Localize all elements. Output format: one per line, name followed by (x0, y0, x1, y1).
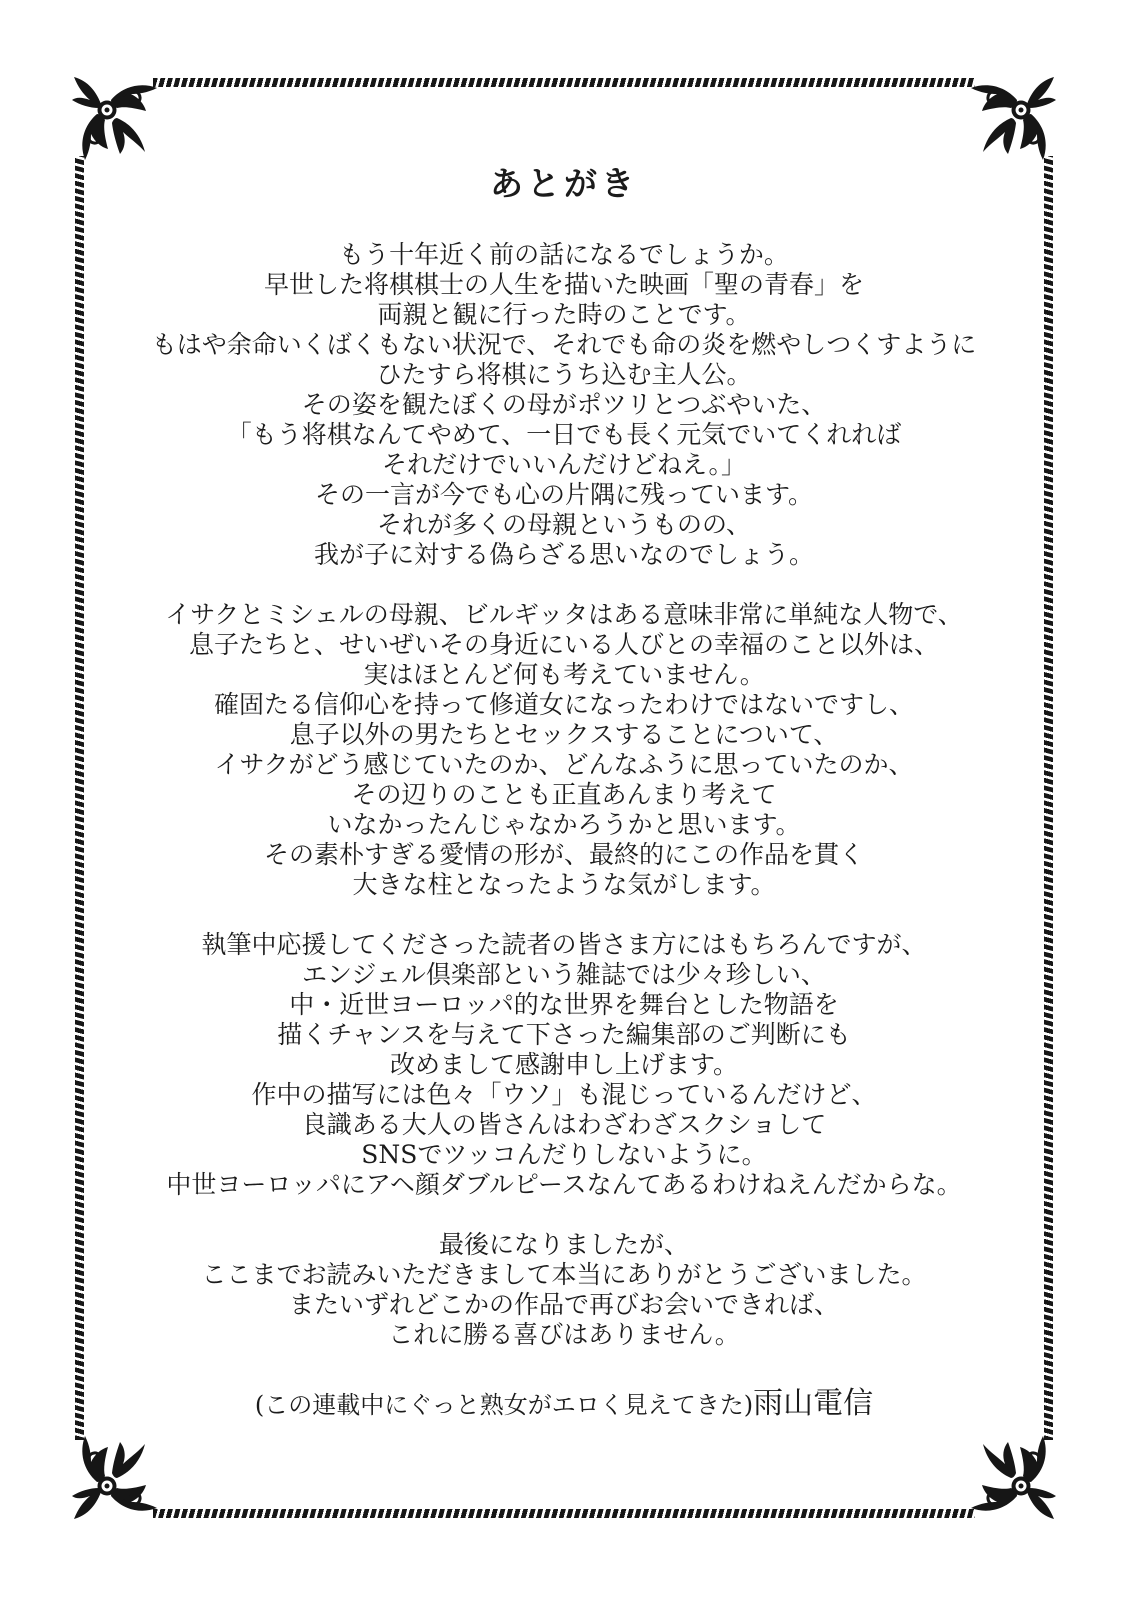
afterword-line: 息子たちと、せいぜいその身近にいる人びとの幸福のこと以外は、 (188, 630, 939, 659)
afterword-line: 最後になりましたが、 (438, 1230, 689, 1259)
author-signature (0, 1384, 1128, 1425)
afterword-line: 早世した将棋棋士の人生を描いた映画「聖の青春」を (263, 270, 864, 299)
afterword-line: それが多くの母親というものの、 (376, 510, 751, 539)
border-edge-bottom (153, 1509, 975, 1518)
afterword-line: その素朴すぎる愛情の形が、最終的にこの作品を貫く (263, 840, 864, 869)
signature-note: (この連載中にぐっと熟女がエロく見えてきた) (254, 1391, 754, 1419)
paragraph-closing (0, 1230, 1128, 1350)
afterword-line: これに勝る喜びはありません。 (388, 1320, 740, 1349)
afterword-line: その辺りのことも正直あんまり考えて (351, 780, 777, 809)
floral-corner-ornament-icon (71, 1430, 163, 1522)
afterword-line: 息子以外の男たちとセックスすることについて、 (289, 720, 839, 749)
afterword-line: 実はほとんど何も考えていません。 (363, 660, 765, 689)
border-edge-top (153, 78, 975, 87)
afterword-line: 執筆中応援してくださった読者の皆さま方にはもちろんですが、 (201, 930, 927, 959)
afterword-line: 作中の描写には色々「ウソ」も混じっているんだけど、 (251, 1080, 877, 1109)
afterword-line: イサクがどう感じていたのか、どんなふうに思っていたのか、 (214, 750, 914, 779)
author-name: 雨山電信 (753, 1386, 874, 1421)
afterword-line: 両親と観に行った時のことです。 (377, 300, 751, 329)
afterword-line: ここまでお読みいただきまして本当にありがとうございました。 (201, 1260, 927, 1289)
afterword-line: エンジェル倶楽部という雑誌では少々珍しい、 (302, 960, 826, 989)
afterword-line: イサクとミシェルの母親、ビルギッタはある意味非常に単純な人物で、 (165, 600, 963, 629)
afterword-line: 描くチャンスを与えて下さった編集部のご判断にも (277, 1020, 851, 1049)
afterword-line: 改めまして感謝申し上げます。 (389, 1050, 738, 1079)
afterword-line: 「もう将棋なんてやめて、一日でも長く元気でいてくれれば (226, 420, 902, 449)
floral-corner-ornament-icon (71, 74, 163, 166)
afterword-line: 我が子に対する偽らざる思いなのでしょう。 (313, 540, 814, 569)
afterword-line: 良識ある大人の皆さんはわざわざスクショして (301, 1110, 827, 1139)
afterword-line: またいずれどこかの作品で再びお会いできれば、 (288, 1290, 839, 1319)
page-title: あとがき (490, 164, 638, 203)
afterword-line: もはや余命いくばくもない状況で、それでも命の炎を燃やしつくすように (151, 330, 977, 359)
afterword-line: それだけでいいんだけどねえ。」 (381, 450, 746, 479)
afterword-line: 中世ヨーロッパにアヘ顔ダブルピースなんてあるわけねえんだからな。 (166, 1170, 962, 1199)
afterword-line: いなかったんじゃなかろうかと思います。 (327, 810, 801, 839)
paragraph-thanks (0, 930, 1128, 1200)
afterword-line: その一言が今でも心の片隅に残っています。 (314, 480, 813, 509)
afterword-line: ひたすら将棋にうち込む主人公。 (376, 360, 752, 389)
afterword-line: SNSでツッコんだりしないように。 (361, 1140, 767, 1169)
paragraph-movie-anecdote (0, 240, 1128, 570)
afterword-line: 大きな柱となったような気がします。 (352, 870, 776, 899)
afterword-line: 中・近世ヨーロッパ的な世界を舞台とした物語を (289, 990, 839, 1019)
afterword-line: その姿を観たぼくの母がポツリとつぶやいた、 (301, 390, 827, 419)
floral-corner-ornament-icon (965, 1430, 1057, 1522)
paragraph-character-mother (0, 600, 1128, 900)
afterword-line: 確固たる信仰心を持って修道女になったわけではないですし、 (213, 690, 914, 719)
afterword-content (0, 164, 1128, 1425)
afterword-line: もう十年近く前の話になるでしょうか。 (339, 240, 789, 269)
floral-corner-ornament-icon (965, 74, 1057, 166)
